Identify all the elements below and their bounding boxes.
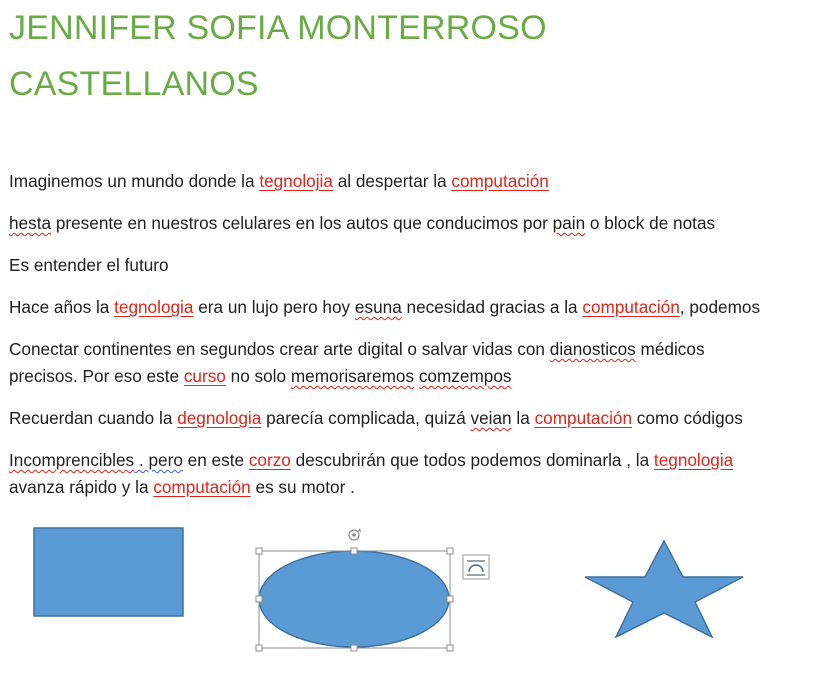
hyperlink-text[interactable]: tegnologia	[653, 450, 734, 470]
grammar-flag[interactable]: pero	[148, 450, 183, 470]
text-run: médicos	[635, 339, 705, 359]
resize-handle-left[interactable]	[256, 596, 262, 602]
text-run: , podemos	[679, 297, 761, 317]
resize-handle-top-left[interactable]	[256, 548, 262, 554]
text-run: al despertar la	[332, 171, 452, 191]
text-run: es su motor .	[250, 477, 355, 497]
misspelled-word[interactable]: pain	[552, 213, 586, 233]
misspelled-word[interactable]: Incomprencibles	[9, 450, 135, 470]
text-run: o block de notas	[585, 213, 716, 233]
resize-handle-top[interactable]	[351, 548, 357, 554]
resize-handle-right[interactable]	[447, 596, 453, 602]
text-run: en este	[182, 450, 249, 470]
text-run: presente en nuestros celulares en los autos que conducimos por	[51, 213, 553, 233]
misspelled-word[interactable]: comzempos	[418, 366, 512, 386]
misspelled-word[interactable]: dianosticos	[549, 339, 636, 359]
hyperlink-text[interactable]: corzo	[248, 450, 291, 470]
hyperlink-text[interactable]: curso	[183, 366, 226, 386]
misspelled-word[interactable]: hesta	[9, 213, 52, 233]
text-run: como códigos	[632, 408, 743, 428]
hyperlink-text[interactable]: computación	[153, 477, 251, 497]
text-run: descubrirán que todos podemos dominarla , la	[290, 450, 654, 470]
text-run: Conectar continentes en segundos crear arte digital o salvar vidas con	[9, 339, 550, 359]
rectangle-shape[interactable]	[34, 528, 183, 616]
hyperlink-text[interactable]: computación	[534, 408, 633, 428]
text-run: Recuerdan cuando la	[9, 408, 178, 428]
ellipse-shape[interactable]	[259, 551, 449, 647]
star-shape[interactable]	[585, 541, 743, 637]
text-run: Imaginemos un mundo donde la	[9, 171, 260, 191]
title-line-1: JENNIFER SOFIA MONTERROSO	[9, 9, 547, 47]
layout-options-icon[interactable]	[463, 555, 489, 579]
rotate-handle-icon[interactable]	[349, 528, 361, 540]
resize-handle-bottom-right[interactable]	[447, 645, 453, 651]
resize-handle-top-right[interactable]	[447, 548, 453, 554]
text-run: necesidad gracias a la	[401, 297, 583, 317]
hyperlink-text[interactable]: tegnolojia	[259, 171, 333, 191]
text-run: precisos. Por eso este	[9, 366, 184, 386]
text-run: era un lujo pero hoy	[193, 297, 355, 317]
text-run: parecía complicada, quizá	[261, 408, 471, 428]
text-run: no solo	[225, 366, 291, 386]
misspelled-word[interactable]: veian	[470, 408, 512, 428]
hyperlink-text[interactable]: degnologia	[177, 408, 262, 428]
misspelled-word[interactable]: memorisaremos	[290, 366, 415, 386]
text-run: Hace años la	[9, 297, 115, 317]
misspelled-word[interactable]: esuna	[354, 297, 402, 317]
grammar-flag[interactable]: .	[134, 450, 149, 470]
title-line-2: CASTELLANOS	[9, 65, 259, 103]
resize-handle-bottom[interactable]	[351, 645, 357, 651]
text-run: la	[511, 408, 535, 428]
hyperlink-text[interactable]: tegnologia	[114, 297, 194, 317]
text-run: avanza rápido y la	[9, 477, 154, 497]
text-run: Es entender el futuro	[9, 255, 169, 275]
hyperlink-text[interactable]: computación	[451, 171, 549, 191]
resize-handle-bottom-left[interactable]	[256, 645, 262, 651]
hyperlink-text[interactable]: computación	[582, 297, 680, 317]
